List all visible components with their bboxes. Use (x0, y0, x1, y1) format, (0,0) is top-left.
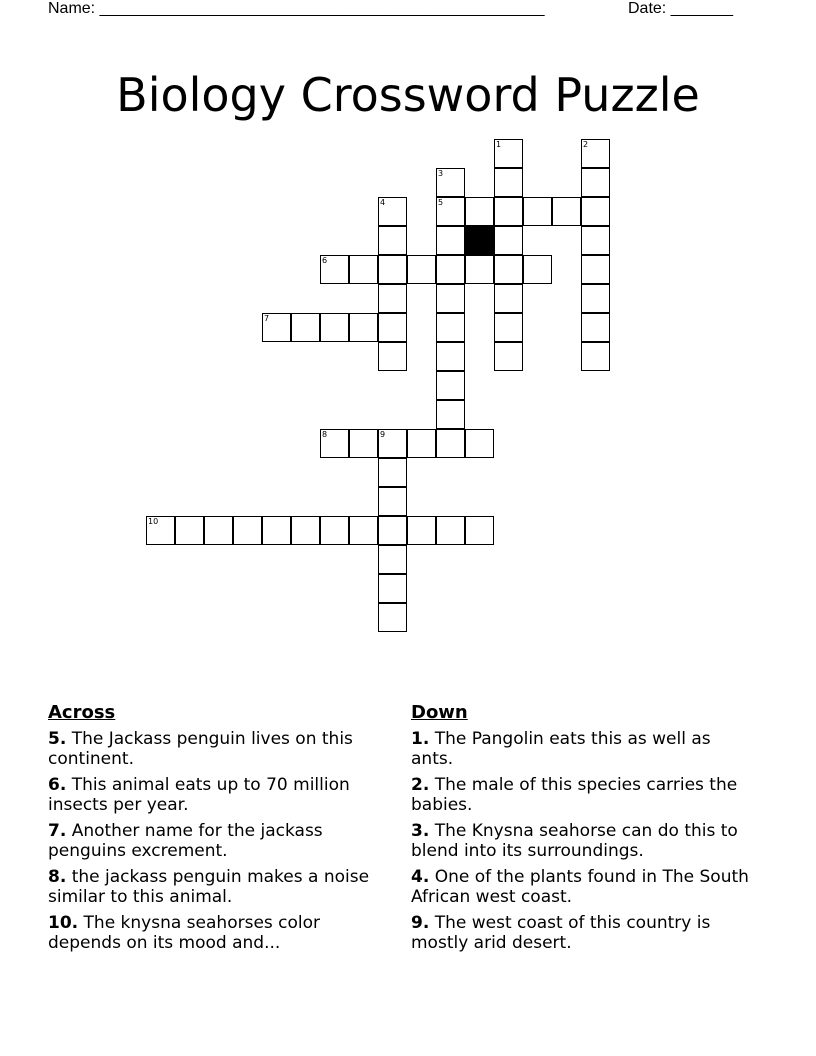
grid-cell[interactable] (291, 516, 320, 545)
clue-text: Another name for the jackass penguins excrement. (48, 821, 323, 861)
grid-cell[interactable] (494, 313, 523, 342)
down-heading: Down (411, 702, 468, 723)
clue-number: 9. (411, 913, 430, 933)
grid-cell[interactable] (378, 458, 407, 487)
clue-number: 5. (48, 729, 67, 749)
grid-cell[interactable] (436, 226, 465, 255)
grid-cell[interactable] (436, 255, 465, 284)
grid-cell[interactable] (378, 545, 407, 574)
grid-cell[interactable] (465, 197, 494, 226)
grid-cell[interactable] (262, 516, 291, 545)
clue-number: 3. (411, 821, 430, 841)
grid-cell[interactable] (436, 429, 465, 458)
grid-cell[interactable] (233, 516, 262, 545)
clue-number: 6. (48, 775, 67, 795)
clue-down-9 (411, 913, 756, 953)
grid-cell[interactable] (320, 429, 349, 458)
clue-number-label: 6 (322, 256, 328, 265)
grid-cell[interactable] (378, 284, 407, 313)
clue-number: 7. (48, 821, 67, 841)
grid-cell[interactable] (320, 313, 349, 342)
grid-cell[interactable] (581, 168, 610, 197)
clue-across-6 (48, 775, 393, 815)
clue-number-label: 3 (438, 169, 444, 178)
grid-cell[interactable] (581, 313, 610, 342)
clue-number: 10. (48, 913, 79, 933)
grid-cell[interactable] (523, 255, 552, 284)
grid-cell[interactable] (436, 516, 465, 545)
grid-cell[interactable] (349, 255, 378, 284)
clue-text: The Jackass penguin lives on this continent. (48, 729, 353, 769)
grid-cell[interactable] (378, 603, 407, 632)
grid-cell[interactable] (494, 168, 523, 197)
clue-down-2 (411, 775, 756, 815)
across-heading: Across (48, 702, 116, 723)
grid-cell[interactable] (262, 313, 291, 342)
grid-cell[interactable] (436, 342, 465, 371)
grid-cell[interactable] (465, 429, 494, 458)
across-clues (48, 701, 393, 959)
grid-cell[interactable] (436, 284, 465, 313)
grid-cell[interactable] (175, 516, 204, 545)
clue-across-7 (48, 821, 393, 861)
grid-cell[interactable] (349, 429, 378, 458)
clue-down-1 (411, 729, 756, 769)
grid-cell[interactable] (581, 342, 610, 371)
clue-across-5 (48, 729, 393, 769)
clue-number-label: 10 (148, 517, 159, 526)
clue-number-label: 7 (264, 314, 270, 323)
clue-number: 2. (411, 775, 430, 795)
grid-cell[interactable] (378, 197, 407, 226)
grid-cell[interactable] (407, 255, 436, 284)
grid-cell[interactable] (407, 516, 436, 545)
grid-cell[interactable] (436, 197, 465, 226)
grid-cell[interactable] (320, 516, 349, 545)
clue-number-label: 2 (583, 140, 589, 149)
clue-text: One of the plants found in The South African west coast. (411, 867, 749, 907)
grid-cell[interactable] (378, 516, 407, 545)
clue-number-label: 8 (322, 430, 328, 439)
grid-cell[interactable] (436, 371, 465, 400)
clue-number-label: 9 (380, 430, 386, 439)
grid-cell[interactable] (552, 197, 581, 226)
grid-cell[interactable] (494, 342, 523, 371)
clue-down-3 (411, 821, 756, 861)
grid-cell[interactable] (436, 400, 465, 429)
grid-cell[interactable] (494, 139, 523, 168)
clue-text: The male of this species carries the babies. (411, 775, 738, 815)
grid-cell[interactable] (581, 139, 610, 168)
clue-text: This animal eats up to 70 million insects per year. (48, 775, 350, 815)
clue-number: 4. (411, 867, 430, 887)
clue-text: The Pangolin eats this as well as ants. (411, 729, 711, 769)
black-cell (465, 226, 494, 255)
grid-cell[interactable] (378, 429, 407, 458)
grid-cell[interactable] (378, 487, 407, 516)
grid-cell[interactable] (581, 197, 610, 226)
clue-number-label: 4 (380, 198, 386, 207)
grid-cell[interactable] (581, 255, 610, 284)
grid-cell[interactable] (378, 313, 407, 342)
grid-cell[interactable] (465, 255, 494, 284)
date-field[interactable]: Date: _______ (628, 0, 733, 17)
grid-cell[interactable] (407, 429, 436, 458)
clue-number: 1. (411, 729, 430, 749)
grid-cell[interactable] (349, 313, 378, 342)
grid-cell[interactable] (378, 226, 407, 255)
clue-number-label: 1 (496, 140, 502, 149)
grid-cell[interactable] (146, 516, 175, 545)
grid-cell[interactable] (378, 574, 407, 603)
grid-cell[interactable] (436, 168, 465, 197)
clue-number: 8. (48, 867, 67, 887)
clue-across-10 (48, 913, 393, 953)
clue-text: the jackass penguin makes a noise similar to this animal. (48, 867, 370, 907)
down-clues (411, 701, 756, 959)
grid-cell[interactable] (378, 342, 407, 371)
grid-cell[interactable] (523, 197, 552, 226)
clue-down-4 (411, 867, 756, 907)
grid-cell[interactable] (204, 516, 233, 545)
page-title: Biology Crossword Puzzle (116, 67, 700, 122)
clue-text: The west coast of this country is mostly arid desert. (411, 913, 711, 953)
grid-cell[interactable] (494, 284, 523, 313)
grid-cell[interactable] (494, 226, 523, 255)
clue-across-8 (48, 867, 393, 907)
grid-cell[interactable] (494, 255, 523, 284)
name-field[interactable]: Name: __________________________________________________ (48, 0, 545, 17)
grid-cell[interactable] (436, 313, 465, 342)
clue-text: The knysna seahorses color depends on its mood and... (48, 913, 321, 953)
grid-cell[interactable] (494, 197, 523, 226)
grid-cell[interactable] (320, 255, 349, 284)
grid-cell[interactable] (581, 226, 610, 255)
clue-number-label: 5 (438, 198, 444, 207)
grid-cell[interactable] (465, 516, 494, 545)
grid-cell[interactable] (291, 313, 320, 342)
clue-text: The Knysna seahorse can do this to blend into its surroundings. (411, 821, 738, 861)
grid-cell[interactable] (349, 516, 378, 545)
grid-cell[interactable] (581, 284, 610, 313)
grid-cell[interactable] (378, 255, 407, 284)
